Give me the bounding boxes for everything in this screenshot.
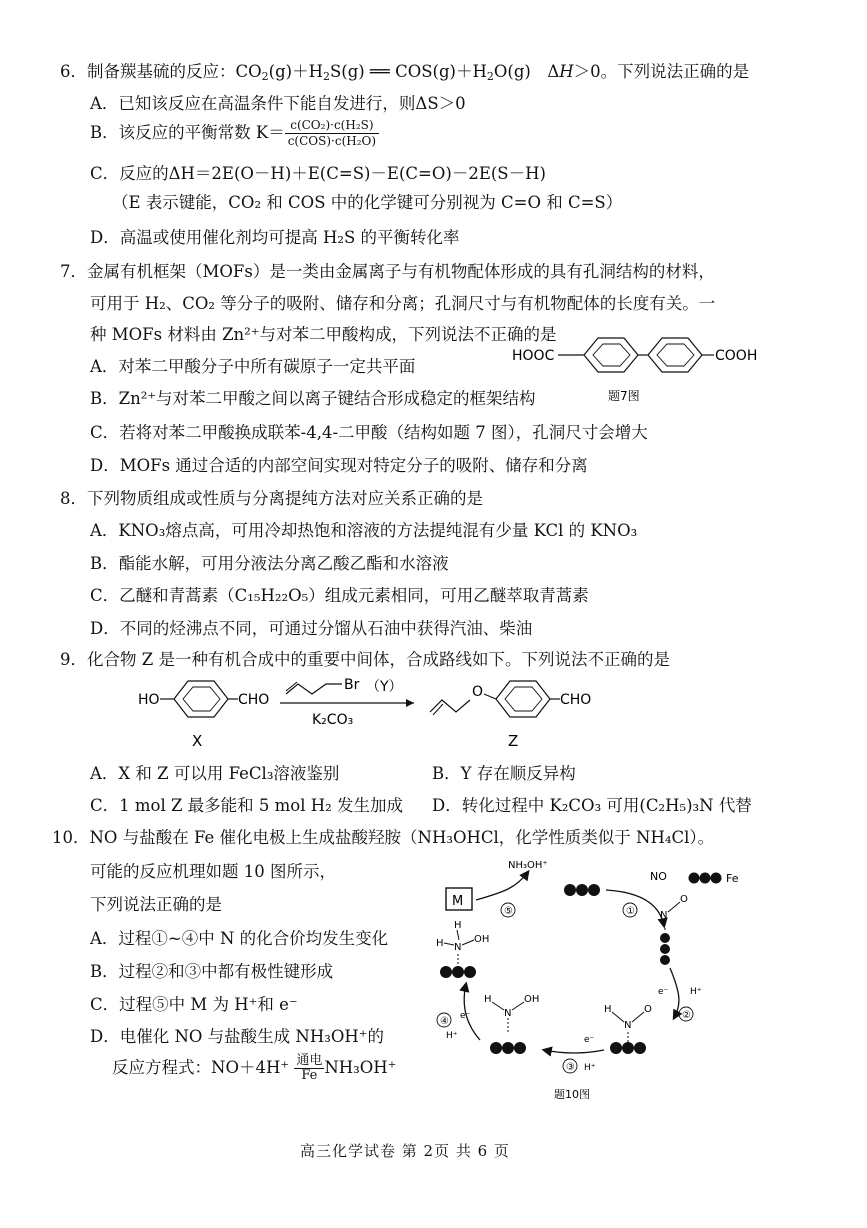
reagent-y-label: （Y）: [366, 679, 403, 695]
reaction-condition: 通电 Fe: [296, 1053, 323, 1083]
fe-legend: [689, 873, 722, 884]
q7-option-d: D．MOFs 通过合适的内部空间实现对特定分子的吸附、储存和分离: [90, 456, 588, 475]
hooc-label: HOOC: [512, 348, 555, 364]
fe-cluster: [564, 884, 600, 896]
svg-text:H⁺: H⁺: [690, 987, 702, 997]
fe-cluster: [440, 966, 476, 978]
step5-label: ⑤: [504, 906, 513, 917]
q7-option-b: B．Zn²⁺与对苯二甲酸之间以离子键结合形成稳定的框架结构: [90, 389, 536, 408]
nh3oh-label: NH₃OH⁺: [508, 860, 548, 871]
svg-text:N: N: [454, 942, 462, 953]
svg-text:H: H: [436, 938, 444, 949]
svg-text:N: N: [660, 910, 668, 921]
q10-option-b: B．过程②和③中都有极性键形成: [90, 962, 334, 981]
q9-option-a: A．X 和 Z 可以用 FeCl₃溶液鉴别: [90, 764, 340, 783]
q8-option-a: A．KNO₃熔点高，可用冷却热饱和溶液的方法提纯混有少量 KCl 的 KNO₃: [90, 521, 638, 540]
q9-option-b: B．Y 存在顺反异构: [432, 764, 576, 783]
page-footer: 高三化学试卷 第 2页 共 6 页: [300, 1142, 510, 1160]
svg-text:e⁻: e⁻: [658, 987, 669, 997]
step1-label: ①: [626, 906, 635, 917]
q9-option-d: D．转化过程中 K₂CO₃ 可用(C₂H₅)₃N 代替: [432, 796, 752, 815]
z-o-label: O: [472, 684, 484, 700]
q10-stem-line2: 可能的反应机理如题 10 图所示，: [90, 862, 336, 881]
q6-option-d: D．高温或使用催化剂均可提高 H₂S 的平衡转化率: [90, 228, 460, 247]
reagent-br-label: Br: [344, 677, 360, 693]
label-x: X: [192, 732, 203, 750]
q10-mechanism-figure: [424, 852, 764, 1106]
svg-text:H⁺: H⁺: [446, 1031, 458, 1041]
q7-option-a: A．对苯二甲酸分子中所有碳原子一定共平面: [90, 357, 416, 376]
q10-option-d: D．电催化 NO 与盐酸生成 NH₃OH⁺的: [90, 1027, 384, 1046]
reagent-k2co3-label: K₂CO₃: [312, 712, 354, 728]
cooh-label: COOH: [715, 348, 758, 364]
q7-stem-line2: 可用于 H₂、CO₂ 等分子的吸附、储存和分离；孔洞尺寸与有机物配体的长度有关。一: [90, 294, 716, 313]
q6-option-c: C．反应的ΔH＝2E(O－H)＋E(C=S)－E(C=O)－2E(S－H): [90, 164, 546, 183]
q7-option-c: C．若将对苯二甲酸换成联苯-4,4-二甲酸（结构如题 7 图），孔洞尺寸会增大: [90, 423, 648, 442]
fig10-caption: 题10图: [554, 1088, 590, 1101]
fe-cluster: [490, 1042, 526, 1054]
step2-label: ②: [682, 1010, 691, 1021]
svg-text:H: H: [604, 1004, 612, 1015]
biphenyl-dicarboxylic-acid-figure: [508, 330, 768, 410]
x-cho-label: CHO: [238, 692, 270, 708]
svg-text:H: H: [454, 920, 462, 931]
label-z: Z: [508, 732, 519, 750]
q10-option-c: C．过程⑤中 M 为 H⁺和 e⁻: [90, 995, 298, 1014]
x-ho-label: HO: [138, 692, 160, 708]
q10-stem-line1: 10．NO 与盐酸在 Fe 催化电极上生成盐酸羟胺（NH₃OHCl，化学性质类似于 NH₄Cl）。: [52, 828, 715, 847]
svg-text:O: O: [680, 894, 688, 905]
z-cho-label: CHO: [560, 692, 592, 708]
svg-text:H⁺: H⁺: [584, 1063, 596, 1073]
step4-label: ④: [440, 1016, 449, 1027]
q7-stem-line3: 种 MOFs 材料由 Zn²⁺与对苯二甲酸构成，下列说法不正确的是: [90, 325, 557, 344]
svg-text:OH: OH: [474, 934, 490, 945]
q9-synthesis-route: [130, 672, 730, 756]
q8-stem: 8．下列物质组成或性质与分离提纯方法对应关系正确的是: [60, 489, 483, 508]
q6-option-c-note: （E 表示键能，CO₂ 和 COS 中的化学键可分别视为 C=O 和 C=S）: [112, 193, 623, 212]
svg-text:O: O: [644, 1004, 652, 1015]
q8-option-b: B．酯能水解，可用分液法分离乙酸乙酯和水溶液: [90, 554, 449, 573]
fe-cluster: [610, 1042, 646, 1054]
svg-text:H: H: [484, 994, 492, 1005]
no-label: NO: [650, 870, 667, 883]
q6-option-a: A．已知该反应在高温条件下能自发进行，则ΔS＞0: [90, 94, 466, 113]
step3-label: ③: [566, 1062, 575, 1073]
q6-stem: 6．制备羰基硫的反应：$CO_2(g)+H_2S(g)$ ══ $COS(g)+H_2O(g)$ ΔH＞0。下列说法正确的是: [60, 62, 750, 83]
q10-option-a: A．过程①~④中 N 的化合价均发生变化: [90, 929, 389, 948]
q9-option-c: C．1 mol Z 最多能和 5 mol H₂ 发生加成: [90, 796, 404, 815]
svg-text:N: N: [624, 1020, 632, 1031]
q10-stem-line3: 下列说法正确的是: [90, 895, 222, 914]
svg-text:e⁻: e⁻: [584, 1035, 595, 1045]
q10-option-d-equation: 反应方程式：NO＋4H⁺ 通电 Fe NH₃OH⁺: [112, 1053, 397, 1083]
q6-option-b: B．该反应的平衡常数 K＝ $\frac{\text{c(CO₂)·c(H₂S)}}{\text{c(COS)·c(H₂O)}}$: [90, 118, 379, 149]
fig7-caption: 题7图: [608, 389, 640, 403]
q7-stem-line1: 7．金属有机框架（MOFs）是一类由金属离子与有机物配体形成的具有孔洞结构的材料，: [60, 262, 715, 281]
svg-text:OH: OH: [524, 994, 540, 1005]
svg-text:e⁻: e⁻: [460, 1011, 471, 1021]
equilibrium-constant-fraction: $\frac{\text{c(CO₂)·c(H₂S)}}{\text{c(COS)·c(H₂O)}}$: [285, 118, 379, 149]
q8-option-c: C．乙醚和青蒿素（C₁₅H₂₂O₅）组成元素相同，可用乙醚萃取青蒿素: [90, 586, 589, 605]
fe-legend-label: Fe: [726, 872, 739, 885]
fe-cluster: [660, 933, 670, 965]
q9-stem: 9．化合物 Z 是一种有机合成中的重要中间体，合成路线如下。下列说法不正确的是: [60, 650, 670, 669]
svg-text:M: M: [452, 894, 464, 909]
svg-text:N: N: [504, 1008, 512, 1019]
q8-option-d: D．不同的烃沸点不同，可通过分馏从石油中获得汽油、柴油: [90, 619, 533, 638]
